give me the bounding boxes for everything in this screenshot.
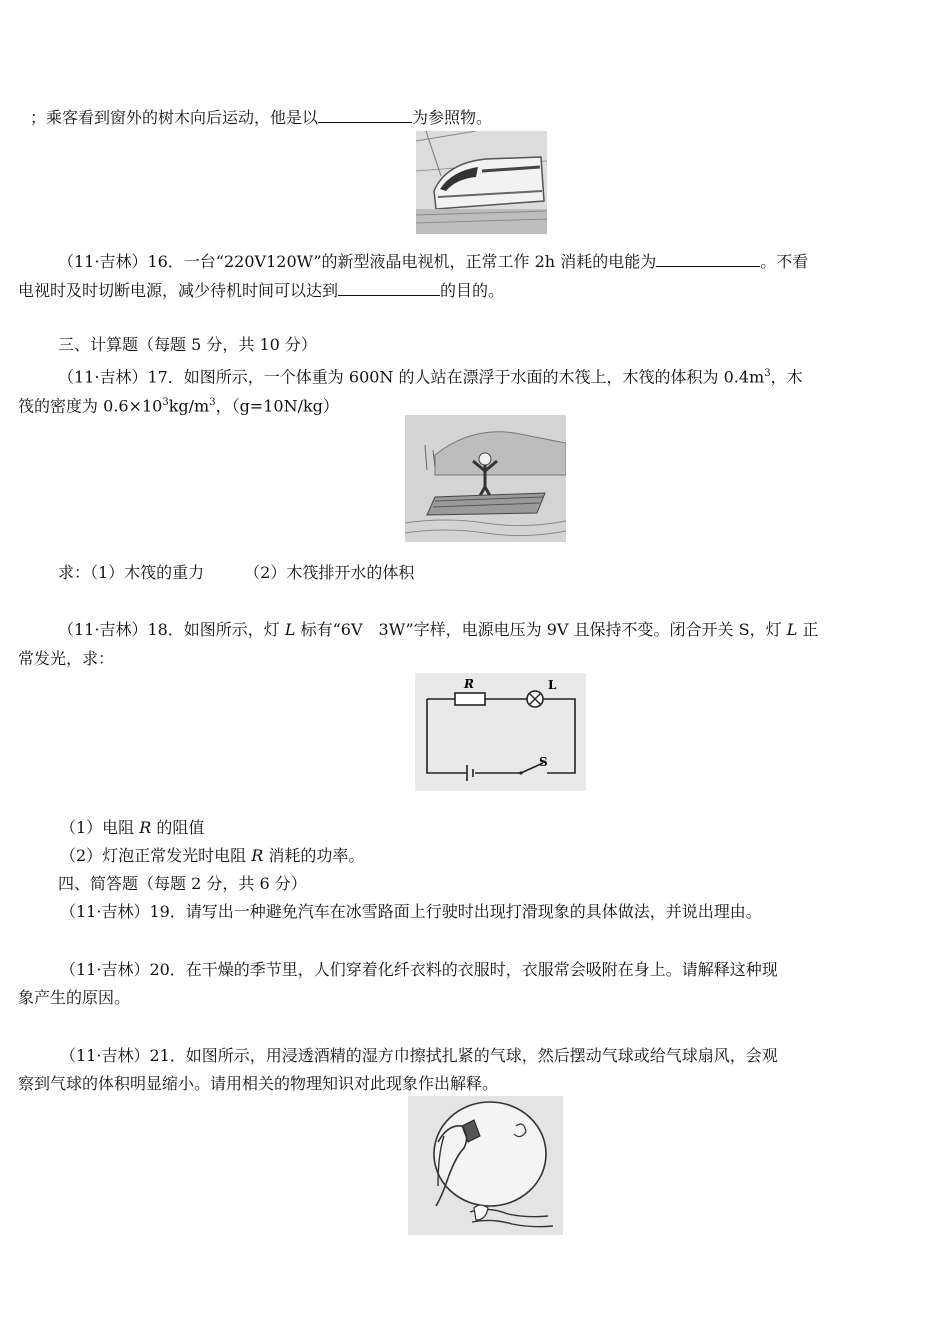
q17-sup: 3 bbox=[162, 397, 169, 408]
q18-sub2-b: 消耗的功率。 bbox=[263, 846, 365, 865]
answer-blank[interactable] bbox=[318, 106, 412, 123]
q16-line1 bbox=[58, 250, 808, 272]
q17-line2 bbox=[18, 393, 339, 416]
q16-text-c: 电视时及时切断电源，减少待机时间可以达到 bbox=[18, 281, 339, 300]
balloon-image bbox=[408, 1096, 563, 1235]
section-heading: 三、计算题（每题 5 分，共 10 分） bbox=[58, 335, 317, 354]
q15-line bbox=[30, 106, 492, 128]
q18-sub1-b: 的阻值 bbox=[151, 818, 205, 837]
q18-text-b: 标有“6V 3W”字样，电源电压为 9V 且保持不变。闭合开关 S，灯 bbox=[295, 620, 787, 639]
answer-blank[interactable] bbox=[656, 250, 760, 267]
q21-line1: （11·吉林）21．如图所示，用浸透酒精的湿方巾擦拭扎紧的气球，然后摆动气球或给气球扇风，会观 bbox=[60, 1046, 778, 1065]
lamp-symbol: L bbox=[786, 620, 798, 639]
circuit-diagram bbox=[415, 673, 586, 791]
q17-text-b: ，木 bbox=[770, 367, 803, 387]
q19-text: （11·吉林）19．请写出一种避免汽车在冰雪路面上行驶时出现打滑现象的具体做法，并说出理由。 bbox=[60, 902, 762, 921]
q16-text-b: 。不看 bbox=[760, 252, 809, 271]
q16-text-a: （11·吉林）16．一台“220V120W”的新型液晶电视机，正常工作 2h 消耗的电能为 bbox=[58, 252, 657, 271]
q17-line1 bbox=[58, 364, 803, 387]
resistor-symbol: R bbox=[139, 818, 152, 837]
lamp-symbol: L bbox=[284, 620, 296, 639]
answer-blank[interactable] bbox=[338, 279, 440, 296]
q18-sub1-a: （1）电阻 bbox=[60, 818, 140, 837]
q21-line2: 察到气球的体积明显缩小。请用相关的物理知识对此现象作出解释。 bbox=[18, 1074, 499, 1093]
q17-sup: 3 bbox=[209, 397, 216, 408]
q18-sub2 bbox=[60, 846, 364, 866]
q16-text-d: 的目的。 bbox=[440, 281, 505, 300]
q18-text-c: 正 bbox=[797, 620, 819, 639]
label-S: S bbox=[539, 755, 548, 769]
q17-sup: 3 bbox=[764, 368, 771, 379]
q18-line1 bbox=[58, 620, 818, 640]
label-L: L bbox=[548, 678, 557, 692]
q17-text-a: （11·吉林）17．如图所示，一个体重为 600N 的人站在漂浮于水面的木筏上，木筏的体积为 0.4m bbox=[58, 367, 765, 387]
q17-text-d: kg/m bbox=[168, 396, 210, 416]
q15-suffix: 为参照物。 bbox=[412, 108, 493, 127]
q18-text-a: （11·吉林）18．如图所示，灯 bbox=[58, 620, 285, 639]
q16-line2 bbox=[18, 279, 504, 301]
section-heading: 四、简答题（每题 2 分，共 6 分） bbox=[58, 874, 307, 893]
q17-text-e: ，（g=10N/kg） bbox=[215, 396, 339, 416]
q18-sub1 bbox=[60, 818, 204, 838]
train-image bbox=[416, 131, 547, 234]
q15-prefix: ；乘客看到窗外的树木向后运动，他是以 bbox=[30, 108, 319, 127]
q18-line2: 常发光，求： bbox=[18, 649, 115, 668]
q17-text-c: 筏的密度为 0.6×10 bbox=[18, 396, 163, 416]
raft-image bbox=[405, 415, 566, 542]
q18-sub2-a: （2）灯泡正常发光时电阻 bbox=[60, 846, 252, 865]
q17-ask: 求：（1）木筏的重力 （2）木筏排开水的体积 bbox=[58, 563, 415, 582]
q20-line2: 象产生的原因。 bbox=[18, 988, 131, 1007]
label-R: R bbox=[464, 677, 474, 691]
resistor-symbol: R bbox=[251, 846, 264, 865]
q20-line1: （11·吉林）20．在干燥的季节里，人们穿着化纤衣料的衣服时，衣服常会吸附在身上。请解释这种现 bbox=[60, 960, 778, 979]
